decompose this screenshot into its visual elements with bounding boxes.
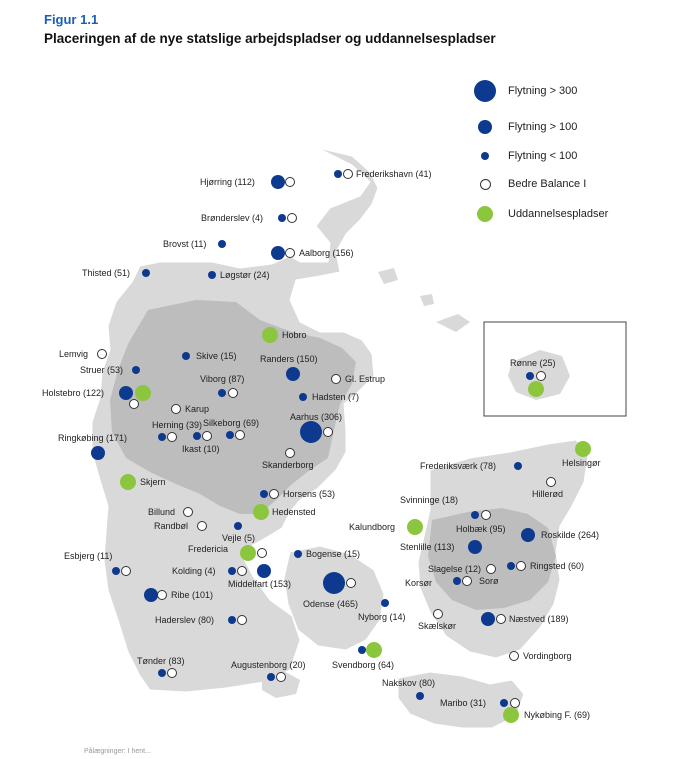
balance-marker [286,249,295,258]
relocation-marker [271,246,285,260]
balance-marker [168,433,177,442]
balance-marker [487,565,496,574]
education-marker [528,381,544,397]
balance-marker [270,490,279,499]
place-label: Karup [185,404,210,414]
relocation-marker [416,692,424,700]
place-label: Vejle (5) [222,533,256,543]
balance-marker [434,610,443,619]
relocation-marker [500,699,508,707]
place-label: Skanderborg [262,460,314,470]
relocation-marker [260,490,268,498]
place-label: Korsør [405,578,432,588]
relocation-marker [521,528,535,542]
relocation-marker [228,616,236,624]
place-label: Fredericia [188,544,229,554]
education-marker [262,327,278,343]
place-label: Ribe (101) [171,590,214,600]
balance-marker [158,591,167,600]
place-label: Næstved (189) [509,614,569,624]
place-label: Bogense (15) [306,549,361,559]
place-label: Rønne (25) [510,358,556,368]
balance-marker [511,699,520,708]
place-label: Skælskør [418,621,456,631]
relocation-marker [226,431,234,439]
balance-marker [236,431,245,440]
place-label: Hedensted [272,507,316,517]
place-label: Ikast (10) [182,444,220,454]
relocation-marker [514,462,522,470]
place-label: Herning (39) [152,420,203,430]
place-label: Nyborg (14) [358,612,406,622]
place-label: Helsingør [562,458,601,468]
balance-marker [510,652,519,661]
relocation-marker [358,646,366,654]
relocation-marker [299,393,307,401]
balance-marker [130,400,139,409]
legend-label: Bedre Balance I [508,178,587,190]
place-label: Hjørring (112) [200,177,255,187]
footer-note: Pålægninger: I hent... [84,748,151,755]
place-label: Billund [148,507,176,517]
relocation-marker [481,612,495,626]
island-landmass [420,294,434,306]
balance-marker [238,567,247,576]
place-label: Hillerød [532,489,564,499]
balance-marker [286,449,295,458]
place-label: Brønderslev (4) [201,213,264,223]
place-label: Holbæk (95) [456,524,506,534]
place-label: Aalborg (156) [299,248,354,258]
place-label: Struer (53) [80,365,124,375]
place-label: Roskilde (264) [541,530,600,540]
relocation-marker [257,564,271,578]
funen-landmass [284,546,384,650]
island-landmass [378,268,398,284]
relocation-marker [323,572,345,594]
place-label: Gl. Estrup [345,374,386,384]
relocation-marker [294,550,302,558]
place-label: Frederikshavn (41) [356,169,432,179]
education-marker [135,385,151,401]
legend-label: Flytning < 100 [508,150,578,162]
place-label: Middelfart (153) [228,579,292,589]
relocation-marker [119,386,133,400]
legend-label: Uddannelsespladser [508,208,609,220]
place-label: Skive (15) [196,351,237,361]
balance-marker [172,405,181,414]
relocation-marker [193,432,201,440]
place-label: Horsens (53) [283,489,336,499]
place-label: Brovst (11) [163,239,207,249]
relocation-marker [144,588,158,602]
place-label: Svinninge (18) [400,495,459,505]
education-marker [366,642,382,658]
balance-marker [184,508,193,517]
place-label: Holstebro (122) [42,388,105,398]
place-label: Lemvig [59,349,89,359]
place-label: Hadsten (7) [312,392,360,402]
place-label: Slagelse (12) [428,564,482,574]
legend-label: Flytning > 100 [508,121,578,133]
place-label: Nykøbing F. (69) [524,710,591,720]
place-label: Ringsted (60) [530,561,585,571]
relocation-marker [228,567,236,575]
place-label: Viborg (87) [200,374,245,384]
balance-marker [332,375,341,384]
relocation-marker [91,446,105,460]
relocation-marker [468,540,482,554]
relocation-marker [453,577,461,585]
balance-marker [324,428,333,437]
place-label: Haderslev (80) [155,615,215,625]
place-label: Løgstør (24) [220,270,270,280]
education-marker [120,474,136,490]
place-label: Ringkøbing (171) [58,433,128,443]
relocation-marker [208,271,216,279]
balance-marker [198,522,207,531]
figure-title: Placeringen af de nye statslige arbejdspladser og uddannelsespladser [44,31,496,46]
balance-marker [168,669,177,678]
balance-marker [98,350,107,359]
balance-marker [238,616,247,625]
place-label: Hobro [282,330,307,340]
legend-label: Flytning > 300 [508,85,578,97]
relocation-marker [218,389,226,397]
balance-marker [517,562,526,571]
relocation-marker [234,522,242,530]
balance-marker [347,579,356,588]
place-label: Tønder (83) [137,656,185,666]
place-label: Skjern [140,477,166,487]
education-marker [407,519,423,535]
balance-marker [482,511,491,520]
place-label: Kalundborg [349,522,396,532]
relocation-marker [142,269,150,277]
education-marker [240,545,256,561]
education-marker [575,441,591,457]
place-label: Kolding (4) [172,566,216,576]
relocation-marker [132,366,140,374]
balance-marker [277,673,286,682]
balance-marker [122,567,131,576]
balance-marker [288,214,297,223]
relocation-marker [267,673,275,681]
relocation-marker [182,352,190,360]
balance-marker [344,170,353,179]
place-label: Esbjerg (11) [64,551,113,561]
relocation-marker [471,511,479,519]
relocation-marker [334,170,342,178]
relocation-marker [271,175,285,189]
relocation-marker [158,433,166,441]
education-marker [253,504,269,520]
relocation-marker [218,240,226,248]
place-label: Nakskov (80) [382,678,436,688]
place-label: Augustenborg (20) [231,660,306,670]
relocation-marker [112,567,120,575]
relocation-marker [381,599,389,607]
relocation-marker [278,214,286,222]
balance-marker [463,577,472,586]
relocation-marker [158,669,166,677]
place-label: Sorø [479,576,499,586]
figure-label: Figur 1.1 [44,12,99,27]
balance-marker [229,389,238,398]
balance-marker [203,432,212,441]
balance-marker [547,478,556,487]
place-label: Aarhus (306) [290,412,343,422]
place-label: Vordingborg [523,651,572,661]
place-label: Randbøl [154,521,189,531]
place-label: Maribo (31) [440,698,487,708]
relocation-marker [526,372,534,380]
education-marker [503,707,519,723]
place-label: Thisted (51) [82,268,131,278]
place-label: Silkeborg (69) [203,418,260,428]
island-landmass [436,314,470,332]
place-label: Randers (150) [260,354,318,364]
balance-marker [286,178,295,187]
place-label: Odense (465) [303,599,359,609]
relocation-marker [300,421,322,443]
place-label: Frederiksværk (78) [420,461,497,471]
place-label: Stenlille (113) [400,542,455,552]
balance-marker [537,372,546,381]
relocation-marker [286,367,300,381]
balance-marker [497,615,506,624]
relocation-marker [507,562,515,570]
balance-marker [258,549,267,558]
place-label: Svendborg (64) [332,660,395,670]
